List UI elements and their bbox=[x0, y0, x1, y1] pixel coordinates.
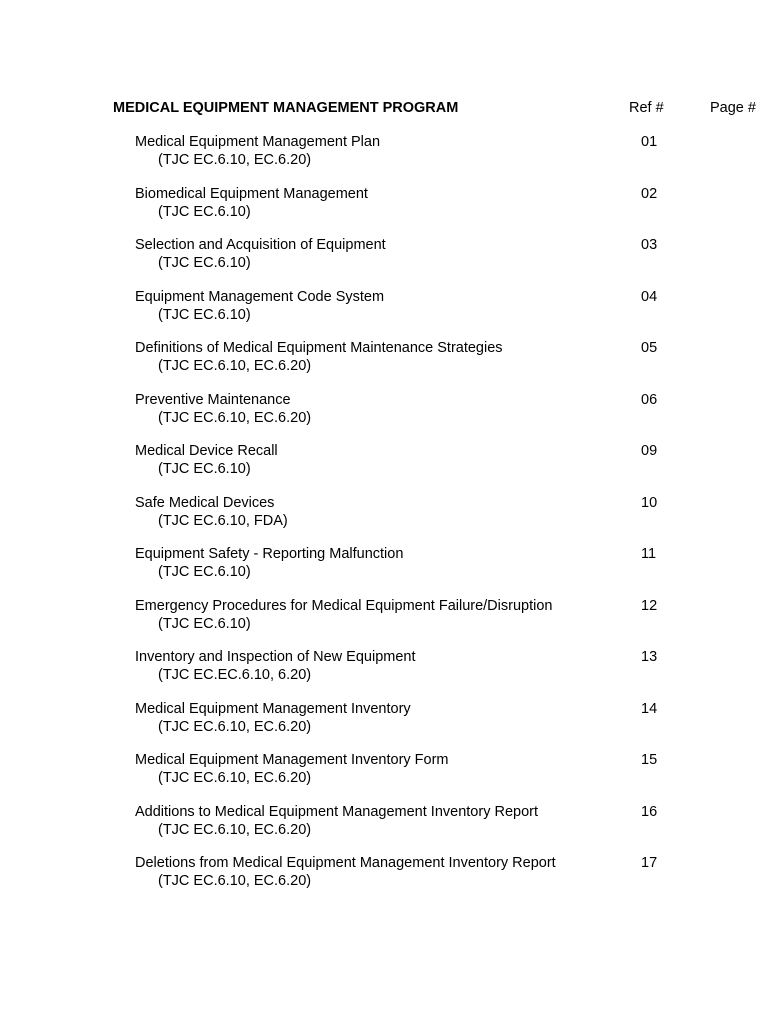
entry-title: Medical Device Recall bbox=[135, 443, 278, 459]
entry-title: Definitions of Medical Equipment Maintenance Strategies bbox=[135, 340, 503, 356]
entry-ref-number: 09 bbox=[641, 443, 658, 459]
entry-ref-number: 11 bbox=[641, 546, 657, 562]
entry-title: Emergency Procedures for Medical Equipment Failure/Disruption bbox=[135, 597, 553, 614]
toc-entry[interactable] bbox=[0, 545, 768, 597]
entry-standard: (TJC EC.6.10) bbox=[158, 461, 251, 477]
entry-title: Selection and Acquisition of Equipment bbox=[135, 237, 386, 253]
entry-ref-number: 14 bbox=[641, 700, 658, 717]
entry-standard: (TJC EC.6.10, EC.6.20) bbox=[158, 770, 312, 786]
entry-standard: (TJC EC.6.10, FDA) bbox=[158, 512, 288, 529]
toc-entry[interactable] bbox=[0, 700, 768, 752]
toc-entry[interactable] bbox=[0, 339, 768, 391]
toc-entry[interactable] bbox=[0, 494, 768, 546]
toc-entry[interactable] bbox=[0, 648, 768, 700]
toc-entry[interactable] bbox=[0, 133, 768, 185]
entry-ref-number: 13 bbox=[641, 649, 658, 665]
toc-entry[interactable] bbox=[0, 854, 768, 906]
entry-title: Biomedical Equipment Management bbox=[135, 185, 368, 202]
entry-ref-number: 06 bbox=[641, 391, 658, 408]
toc-entry[interactable] bbox=[0, 236, 768, 288]
entry-standard: (TJC EC.6.10, EC.6.20) bbox=[158, 358, 312, 374]
entry-title: Deletions from Medical Equipment Management Inventory Report bbox=[135, 855, 556, 871]
toc-entry[interactable] bbox=[0, 288, 768, 340]
entry-standard: (TJC EC.6.10, EC.6.20) bbox=[158, 409, 312, 426]
entry-standard: (TJC EC.6.10) bbox=[158, 564, 251, 580]
table-of-contents-header bbox=[0, 100, 768, 120]
entry-standard: (TJC EC.6.10) bbox=[158, 255, 251, 271]
entry-standard: (TJC EC.6.10, EC.6.20) bbox=[158, 821, 312, 838]
entry-ref-number: 17 bbox=[641, 855, 658, 871]
entry-title: Equipment Safety - Reporting Malfunction bbox=[135, 546, 404, 562]
entry-standard: (TJC EC.6.10, EC.6.20) bbox=[158, 152, 312, 168]
entry-ref-number: 10 bbox=[641, 494, 658, 511]
entry-title: Inventory and Inspection of New Equipment bbox=[135, 649, 416, 665]
entry-title: Additions to Medical Equipment Management Inventory Report bbox=[135, 803, 538, 820]
ref-column-header: Ref # bbox=[629, 100, 664, 116]
page-column-header: Page # bbox=[710, 100, 756, 116]
table-of-contents-list bbox=[0, 133, 768, 906]
entry-title: Safe Medical Devices bbox=[135, 494, 275, 511]
toc-entry[interactable] bbox=[0, 803, 768, 855]
entry-ref-number: 04 bbox=[641, 288, 658, 305]
entry-standard: (TJC EC.6.10) bbox=[158, 615, 251, 632]
toc-entry[interactable] bbox=[0, 442, 768, 494]
entry-ref-number: 01 bbox=[641, 134, 658, 150]
entry-title: Preventive Maintenance bbox=[135, 391, 291, 408]
toc-entry[interactable] bbox=[0, 751, 768, 803]
entry-standard: (TJC EC.EC.6.10, 6.20) bbox=[158, 667, 312, 683]
toc-entry[interactable] bbox=[0, 391, 768, 443]
entry-title: Medical Equipment Management Inventory bbox=[135, 700, 411, 717]
document-title: MEDICAL EQUIPMENT MANAGEMENT PROGRAM bbox=[113, 100, 459, 116]
entry-standard: (TJC EC.6.10) bbox=[158, 203, 251, 220]
entry-standard: (TJC EC.6.10) bbox=[158, 306, 251, 323]
entry-ref-number: 15 bbox=[641, 752, 658, 768]
entry-standard: (TJC EC.6.10, EC.6.20) bbox=[158, 718, 312, 735]
entry-ref-number: 02 bbox=[641, 185, 658, 202]
entry-title: Equipment Management Code System bbox=[135, 288, 385, 305]
entry-ref-number: 03 bbox=[641, 237, 658, 253]
entry-title: Medical Equipment Management Inventory Form bbox=[135, 752, 449, 768]
entry-ref-number: 12 bbox=[641, 597, 658, 614]
toc-entry[interactable] bbox=[0, 597, 768, 649]
toc-entry[interactable] bbox=[0, 185, 768, 237]
entry-ref-number: 16 bbox=[641, 803, 658, 820]
entry-title: Medical Equipment Management Plan bbox=[135, 134, 381, 150]
entry-ref-number: 05 bbox=[641, 340, 658, 356]
entry-standard: (TJC EC.6.10, EC.6.20) bbox=[158, 873, 312, 889]
